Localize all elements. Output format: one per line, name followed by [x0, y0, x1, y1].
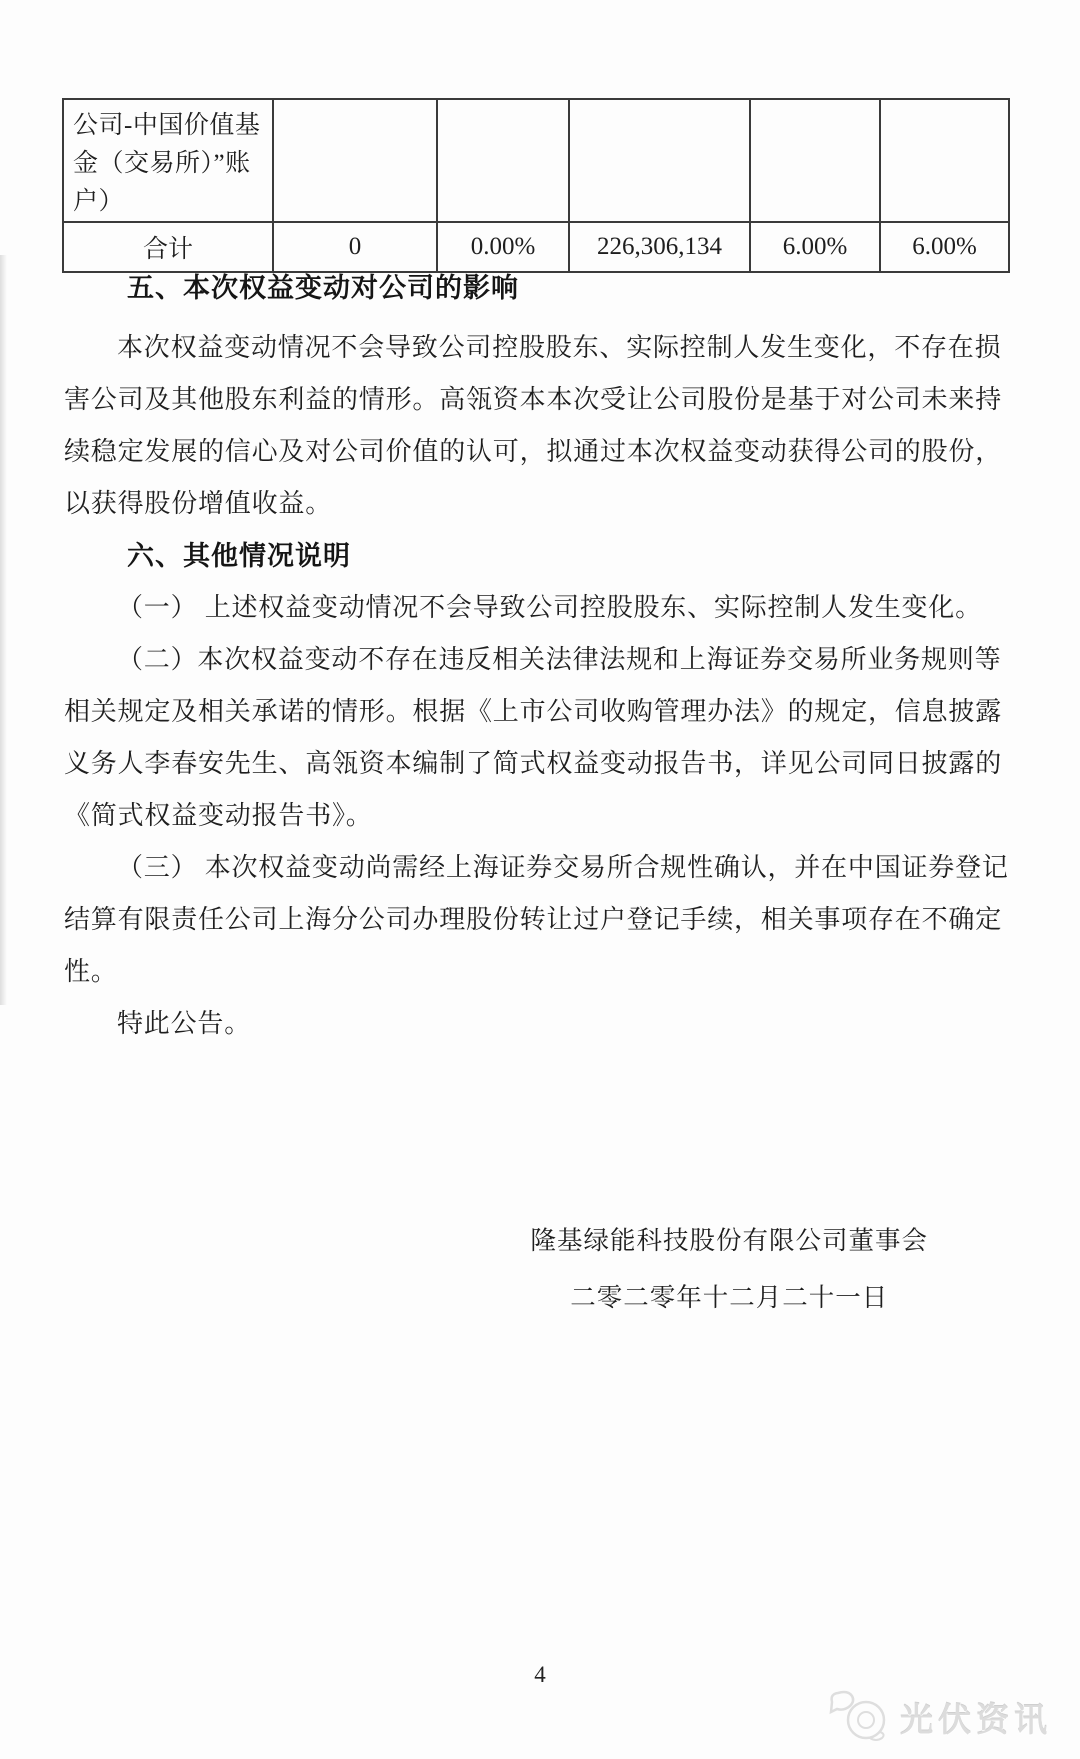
- page-number: 4: [534, 1662, 546, 1687]
- paragraph-line: 义务人李春安先生、高瓴资本编制了简式权益变动报告书，详见公司同日披露的: [64, 749, 1003, 778]
- signature-company: 隆基绿能科技股份有限公司董事会: [530, 1226, 928, 1255]
- empty-cell: [273, 99, 437, 222]
- paragraph-line: （一） 上述权益变动情况不会导致公司控股股东、实际控制人发生变化。: [117, 593, 982, 622]
- signature-block: [530, 1212, 928, 1326]
- closing-remark-line: 特此公告。: [117, 1009, 252, 1038]
- empty-cell: [880, 99, 1009, 222]
- total-shares-before-cell: 0: [273, 222, 437, 272]
- shareholding-table: [62, 98, 1010, 273]
- watermark-label: 光伏资讯: [900, 1700, 1052, 1738]
- total-label-cell: 合计: [63, 222, 273, 272]
- carryover-account-cell: 公司-中国价值基金（交易所）”账户）: [63, 99, 273, 222]
- paragraph-line: 以获得股份增值收益。: [64, 489, 333, 518]
- watermark: [828, 1688, 1052, 1746]
- paragraph-line: （二）本次权益变动不存在违反相关法律法规和上海证券交易所业务规则等: [117, 645, 1002, 674]
- paragraph-line: 性。: [64, 957, 118, 986]
- table-row-total: [63, 222, 1009, 272]
- empty-cell: [750, 99, 880, 222]
- section-5-heading: 五、本次权益变动对公司的影响: [127, 273, 519, 303]
- total-pct-voting-cell: 6.00%: [880, 222, 1009, 272]
- total-pct-before-cell: 0.00%: [437, 222, 569, 272]
- paragraph-line: （三） 本次权益变动尚需经上海证券交易所合规性确认，并在中国证券登记: [117, 853, 1009, 882]
- section-6-heading: 六、其他情况说明: [127, 541, 351, 571]
- paragraph-line: 相关规定及相关承诺的情形。根据《上市公司收购管理办法》的规定，信息披露: [64, 697, 1003, 726]
- section-5-body: [64, 322, 1024, 530]
- paragraph-line: 本次权益变动情况不会导致公司控股股东、实际控制人发生变化，不存在损: [117, 333, 1002, 362]
- paragraph-line: 结算有限责任公司上海分公司办理股份转让过户登记手续，相关事项存在不确定: [64, 905, 1003, 934]
- signature-date: 二零二零年十二月二十一日: [570, 1283, 889, 1312]
- paragraph-line: 《简式权益变动报告书》。: [64, 801, 373, 830]
- section-6-body: [64, 582, 1024, 1050]
- camera-logo-icon: [828, 1688, 894, 1746]
- paragraph-line: 害公司及其他股东利益的情形。高瓴资本本次受让公司股份是基于对公司未来持: [64, 385, 1003, 414]
- paragraph-line: 续稳定发展的信心及对公司价值的认可，拟通过本次权益变动获得公司的股份，: [64, 437, 1003, 466]
- scan-artifact: [0, 255, 7, 1005]
- total-pct-after-cell: 6.00%: [750, 222, 880, 272]
- empty-cell: [437, 99, 569, 222]
- empty-cell: [569, 99, 750, 222]
- total-shares-after-cell: 226,306,134: [569, 222, 750, 272]
- table-row-carryover: [63, 99, 1009, 222]
